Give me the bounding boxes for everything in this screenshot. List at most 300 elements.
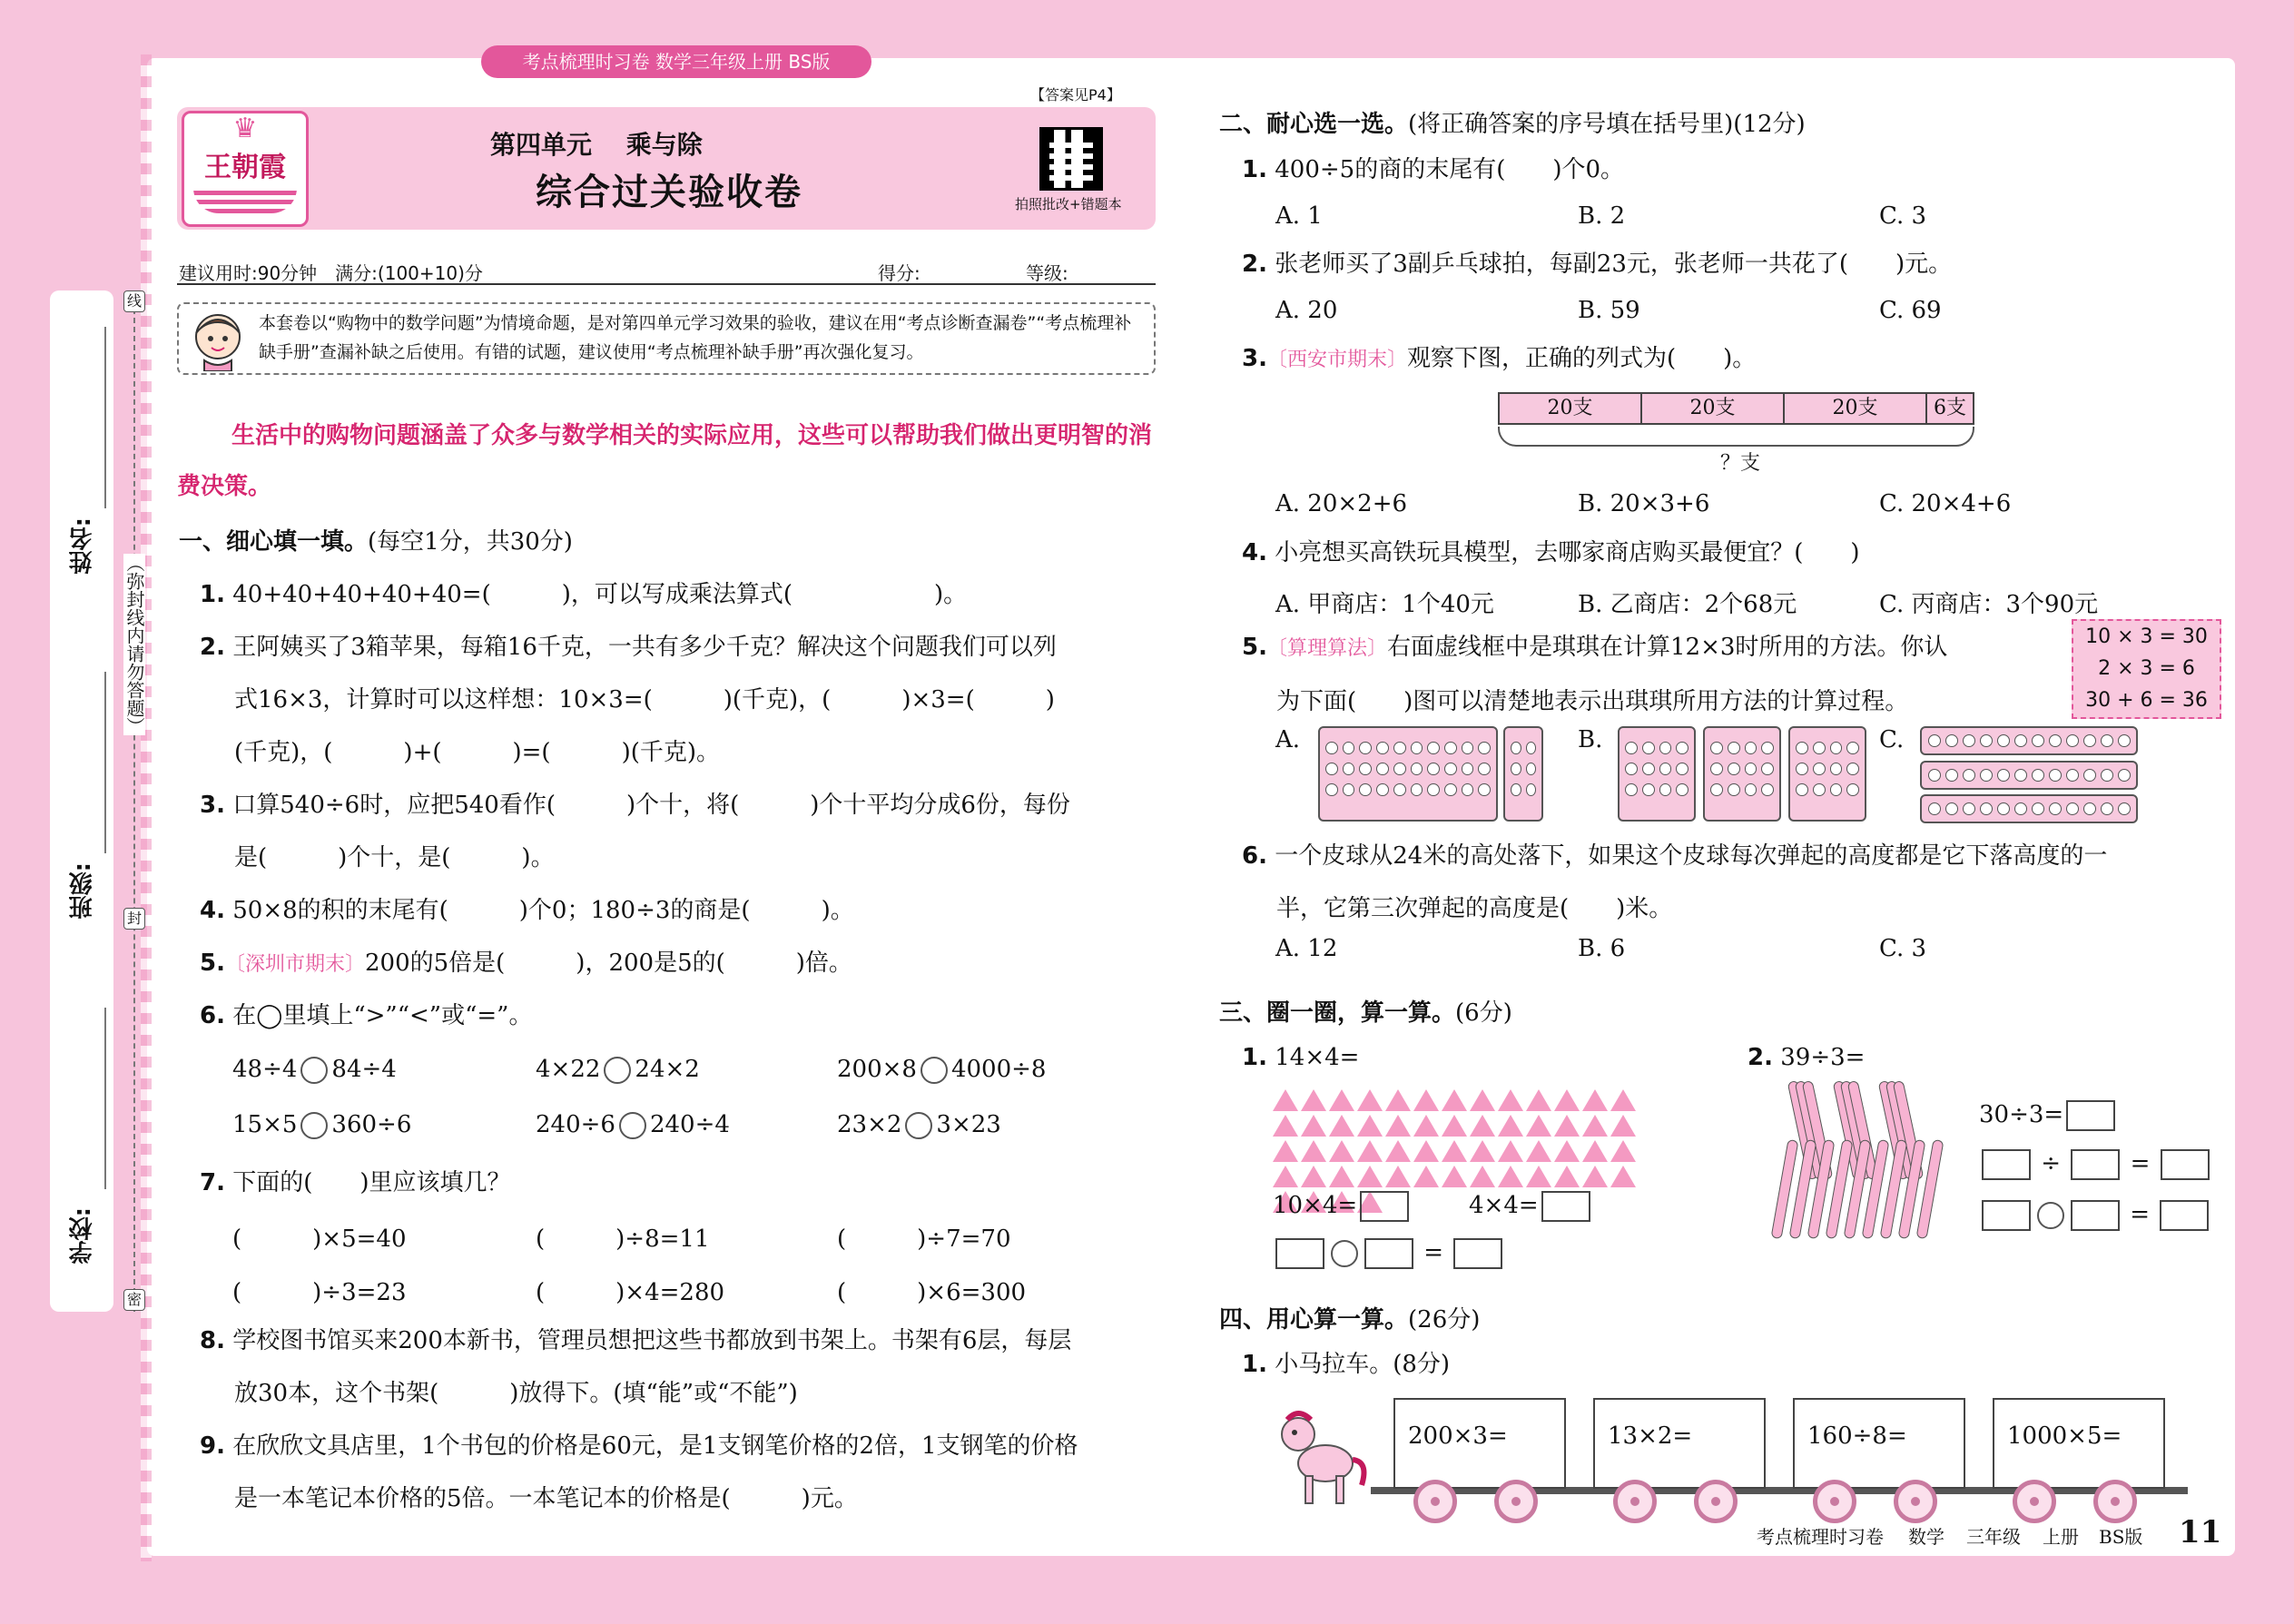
- triangle-icon: [1413, 1166, 1439, 1187]
- wheel-icon: [2093, 1480, 2137, 1523]
- wheel-icon: [1813, 1480, 1856, 1523]
- answer-box[interactable]: [2071, 1200, 2120, 1231]
- triangle-icon: [1442, 1166, 1467, 1187]
- dot: [1462, 742, 1474, 754]
- dot: [1511, 742, 1521, 754]
- dot: [1376, 763, 1389, 775]
- triangle-icon: [1301, 1115, 1326, 1137]
- dot: [1813, 742, 1826, 754]
- train-car[interactable]: 1000×5=: [1993, 1398, 2165, 1489]
- option-a[interactable]: A. 20×2+6: [1275, 490, 1408, 517]
- bar-diagram: [1498, 392, 1974, 425]
- dot: [1928, 734, 1941, 747]
- compare-circle[interactable]: [619, 1112, 646, 1139]
- answer-box[interactable]: [1982, 1200, 2031, 1231]
- dot: [2066, 769, 2079, 782]
- train-car[interactable]: 160÷8=: [1793, 1398, 1965, 1489]
- triangle-icon: [1442, 1140, 1467, 1162]
- triangle-icon: [1582, 1166, 1608, 1187]
- section-1-title: 一、细心填一填。(每空1分，共30分): [179, 528, 573, 556]
- dot: [1411, 783, 1423, 796]
- q3-2-step2[interactable]: ÷ =: [1979, 1149, 2212, 1180]
- compare-circle[interactable]: [300, 1057, 328, 1084]
- option-a[interactable]: A.: [1275, 726, 1301, 753]
- triangle-icon: [1329, 1166, 1354, 1187]
- option-c[interactable]: C. 丙商店：3个90元: [1879, 591, 2099, 618]
- dot: [2014, 769, 2027, 782]
- dot: [2049, 769, 2062, 782]
- dot-array-a-main: [1318, 726, 1498, 822]
- triangle-icon: [1385, 1115, 1411, 1137]
- dot: [2014, 734, 2027, 747]
- answer-box[interactable]: [2066, 1100, 2115, 1131]
- triangle-icon: [1526, 1115, 1551, 1137]
- q2-4: 4. 小亮想买高铁玩具模型，去哪家商店购买最便宜？( ): [1242, 539, 1860, 566]
- dot-row: [1511, 763, 1536, 775]
- dot: [1813, 783, 1826, 796]
- dot: [2049, 802, 2062, 815]
- q1-9[interactable]: 9. 在欣欣文具店里，1个书包的价格是60元，是1支钢笔价格的2倍，1支钢笔的价格 是一本笔记本价格的5倍。一本笔记本的价格是( )元。: [200, 1432, 1078, 1512]
- dot: [1625, 783, 1638, 796]
- option-c[interactable]: C.: [1879, 726, 1905, 753]
- dot: [1997, 734, 2010, 747]
- dot-row: [1511, 742, 1536, 754]
- triangle-icon: [1301, 1089, 1326, 1111]
- triangle-icon: [1554, 1140, 1580, 1162]
- dot: [1928, 802, 1941, 815]
- option-c[interactable]: C. 69: [1879, 297, 1942, 324]
- dot: [2066, 802, 2079, 815]
- lead-paragraph: 生活中的购物问题涵盖了众多与数学相关的实际应用，这些可以帮助我们做出更明智的消费决策。: [177, 422, 1153, 500]
- dot: [2032, 734, 2044, 747]
- answer-box[interactable]: [1982, 1149, 2031, 1180]
- dot: [1830, 783, 1843, 796]
- dot: [1526, 783, 1537, 796]
- dot-array-b: [1703, 726, 1781, 822]
- dot-array-b: [1618, 726, 1696, 822]
- name-blank: [104, 327, 106, 508]
- dot: [1511, 783, 1521, 796]
- q4-1: 1. 小马拉车。(8分): [1242, 1351, 1451, 1378]
- compare-item[interactable]: 15×5 360÷6: [232, 1111, 412, 1138]
- dot: [1796, 742, 1808, 754]
- triangle-icon: [1610, 1166, 1636, 1187]
- total-brace: [1498, 427, 1974, 447]
- answer-box[interactable]: [1541, 1191, 1590, 1222]
- dot: [1343, 763, 1355, 775]
- q1-4[interactable]: 4. 50×8的积的末尾有( )个0；180÷3的商是( )。: [200, 897, 854, 924]
- dot: [2101, 769, 2113, 782]
- dot: [1325, 742, 1338, 754]
- compare-circle[interactable]: [300, 1112, 328, 1139]
- footer-subject: 数学: [1908, 1526, 1944, 1548]
- section-2-title: 二、耐心选一选。(将正确答案的序号填在括号里)(12分): [1219, 111, 1806, 138]
- compare-item[interactable]: 200×8 4000÷8: [837, 1056, 1047, 1083]
- school-field[interactable]: 学校:: [68, 1207, 96, 1265]
- triangle-icon: [1582, 1140, 1608, 1162]
- wavy-border: [141, 54, 152, 1561]
- intro-text: 本套卷以“购物中的数学问题”为情境命题，是对第四单元学习效果的验收，建议在用“考点诊断查漏卷”“考点梳理补缺手册”查漏补缺之后使用。有错的试题，建议使用“考点梳理补缺手册”再次强化复习。: [259, 313, 1132, 362]
- answer-box[interactable]: [2160, 1200, 2209, 1231]
- dot: [1642, 742, 1655, 754]
- dot: [2101, 802, 2113, 815]
- dot: [1625, 763, 1638, 775]
- dot: [1444, 783, 1457, 796]
- triangle-icon: [1470, 1140, 1495, 1162]
- dot: [1478, 742, 1491, 754]
- dot-row: [1710, 742, 1774, 754]
- series-ribbon: 考点梳理时习卷 数学三年级上册 BS版: [481, 45, 871, 78]
- option-a[interactable]: A. 1: [1275, 202, 1323, 230]
- fill-item[interactable]: ( )×6=300: [837, 1279, 1027, 1306]
- logo-stripes: [193, 188, 297, 213]
- dot: [1963, 802, 1975, 815]
- triangle-icon: [1526, 1166, 1551, 1187]
- bar-segment: 6支: [1927, 394, 1973, 423]
- answer-reference: 【答案见P4】: [1030, 86, 1121, 103]
- dot: [1963, 734, 1975, 747]
- dot-array-c: [1920, 761, 2138, 790]
- dot: [2032, 769, 2044, 782]
- dot-row: [1796, 783, 1859, 796]
- q1-6: 6. 在◯里填上“>”“<”或“=”。: [200, 1002, 533, 1029]
- dot: [1945, 734, 1958, 747]
- dot: [1478, 783, 1491, 796]
- q2-5: 5.〔算理算法〕右面虚线框中是琪琪在计算12×3时所用的方法。你认 为下面( )图可以清楚地表示出琪琪所用方法的计算过程。: [1242, 634, 1948, 715]
- q1-1[interactable]: 1. 40+40+40+40+40=( )，可以写成乘法算式( )。: [200, 581, 968, 608]
- dot: [2049, 734, 2062, 747]
- class-field[interactable]: 班级:: [68, 862, 96, 920]
- answer-box[interactable]: [2071, 1149, 2120, 1180]
- q3-1-step2[interactable]: 4×4=: [1469, 1191, 1593, 1222]
- triangle-icon: [1470, 1089, 1495, 1111]
- dot: [1963, 769, 1975, 782]
- dot: [1728, 763, 1740, 775]
- dot: [1393, 763, 1406, 775]
- triangle-icon: [1357, 1115, 1383, 1137]
- seal-line: [133, 290, 135, 1312]
- dot: [1359, 783, 1372, 796]
- seal-mark-top: 线: [123, 290, 145, 312]
- dot-array-a-side: [1503, 726, 1543, 822]
- dot: [1796, 783, 1808, 796]
- dot: [1761, 783, 1774, 796]
- fill-item[interactable]: ( )×5=40: [232, 1225, 407, 1253]
- crown-icon: ♛: [232, 113, 258, 144]
- dot-row: [1796, 763, 1859, 775]
- q2-6: 6. 一个皮球从24米的高处落下，如果这个皮球每次弹起的高度都是它下落高度的一 半，它第三次弹起的高度是( )米。: [1242, 842, 2108, 922]
- dot-row: [1625, 763, 1689, 775]
- dot: [1761, 763, 1774, 775]
- girl-avatar-icon: [186, 306, 250, 371]
- name-field[interactable]: 姓名:: [68, 517, 96, 575]
- dot: [1659, 763, 1672, 775]
- compare-circle[interactable]: [604, 1057, 631, 1084]
- q1-2[interactable]: 2. 王阿姨买了3箱苹果，每箱16千克，一共有多少千克？解决这个问题我们可以列 式16×3，计算时可以这样想：10×3=( )(千克)，( )×3=( ) (千克)，( )+( )=( )(千克)。: [200, 634, 1057, 766]
- score-blank[interactable]: [921, 267, 1002, 285]
- triangle-icon: [1554, 1089, 1580, 1111]
- wheel-icon: [1694, 1480, 1738, 1523]
- answer-box[interactable]: [1453, 1238, 1502, 1269]
- dot: [1830, 742, 1843, 754]
- dot: [1945, 802, 1958, 815]
- dot-row: [1325, 783, 1491, 796]
- dot: [1846, 742, 1859, 754]
- option-a[interactable]: A. 12: [1275, 935, 1338, 962]
- q2-1: 1. 400÷5的商的末尾有( )个0。: [1242, 156, 1625, 183]
- dot: [1980, 734, 1993, 747]
- dot-row: [1927, 734, 2131, 747]
- dot: [1710, 763, 1723, 775]
- triangle-icon: [1357, 1089, 1383, 1111]
- dot-row: [1625, 783, 1689, 796]
- dot: [1728, 783, 1740, 796]
- stick-bundles-icon[interactable]: [1779, 1080, 1961, 1244]
- operator-circle[interactable]: [1331, 1240, 1358, 1267]
- option-c[interactable]: C. 20×4+6: [1879, 490, 2012, 517]
- dot: [2066, 734, 2079, 747]
- dot-row: [1927, 769, 2131, 782]
- operator-circle[interactable]: [2037, 1202, 2064, 1229]
- dot: [1745, 742, 1757, 754]
- triangle-icon: [1582, 1115, 1608, 1137]
- triangle-icon: [1498, 1140, 1523, 1162]
- dot: [1359, 742, 1372, 754]
- class-blank: [104, 672, 106, 853]
- dot: [1325, 763, 1338, 775]
- option-b[interactable]: B. 2: [1578, 202, 1626, 230]
- option-a[interactable]: A. 甲商店：1个40元: [1275, 591, 1494, 618]
- dot: [1928, 769, 1941, 782]
- triangle-icon: [1329, 1140, 1354, 1162]
- horse-train: [1271, 1389, 2197, 1525]
- dot: [1511, 763, 1521, 775]
- dot: [1376, 783, 1389, 796]
- method-box: 10 × 3 = 30 2 × 3 = 6 30 + 6 = 36: [2072, 619, 2221, 719]
- footer-edition: BS版: [2099, 1526, 2143, 1548]
- compare-circle[interactable]: [905, 1112, 932, 1139]
- dot-array-b: [1788, 726, 1866, 822]
- dot: [1359, 763, 1372, 775]
- grade-blank[interactable]: [1068, 267, 1150, 285]
- dot: [1846, 763, 1859, 775]
- answer-box[interactable]: [2161, 1149, 2210, 1180]
- triangle-icon: [1498, 1166, 1523, 1187]
- option-b[interactable]: B. 59: [1578, 297, 1640, 324]
- triangle-icon: [1554, 1115, 1580, 1137]
- qr-caption: 拍照批改+错题本: [1015, 196, 1122, 212]
- bar-segment: 20支: [1500, 394, 1642, 423]
- q2-2: 2. 张老师买了3副乒乓球拍，每副23元，张老师一共花了( )元。: [1242, 251, 1953, 278]
- school-blank: [104, 1008, 106, 1189]
- compare-item[interactable]: 48÷4 84÷4: [232, 1056, 397, 1083]
- answer-box[interactable]: [1360, 1191, 1409, 1222]
- dot: [1427, 742, 1440, 754]
- dot: [2118, 734, 2131, 747]
- seal-note: （弥封线内请勿答题）: [123, 554, 145, 735]
- dot-row: [1710, 783, 1774, 796]
- triangle-icon: [1329, 1115, 1354, 1137]
- q3-2-step1[interactable]: 30÷3=: [1979, 1100, 2118, 1131]
- dot: [1796, 763, 1808, 775]
- dot: [1761, 742, 1774, 754]
- qr-code-icon[interactable]: [1039, 127, 1103, 191]
- dot-row: [1511, 783, 1536, 796]
- compare-item[interactable]: 240÷6 240÷4: [536, 1111, 730, 1138]
- triangle-icon: [1442, 1089, 1467, 1111]
- dot: [2083, 769, 2096, 782]
- compare-item[interactable]: 4×22 24×2: [536, 1056, 700, 1083]
- dot: [1830, 763, 1843, 775]
- footer-volume: 上册: [2043, 1526, 2079, 1548]
- dot: [1427, 783, 1440, 796]
- dot: [1625, 742, 1638, 754]
- dot: [1659, 742, 1672, 754]
- score-field[interactable]: 得分:: [878, 259, 1002, 285]
- triangle-icon: [1329, 1089, 1354, 1111]
- option-b[interactable]: B. 20×3+6: [1578, 490, 1710, 517]
- dot: [2032, 802, 2044, 815]
- triangle-icon: [1273, 1140, 1298, 1162]
- dot-row: [1927, 802, 2131, 815]
- q3-1: 1. 14×4=: [1242, 1044, 1360, 1071]
- dot: [1393, 742, 1406, 754]
- header-divider: [177, 283, 1156, 285]
- dot: [1376, 742, 1389, 754]
- q1-7: 7. 下面的( )里应该填几？: [200, 1169, 511, 1196]
- option-b[interactable]: B.: [1578, 726, 1603, 753]
- option-c[interactable]: C. 3: [1879, 202, 1927, 230]
- train-car[interactable]: 13×2=: [1593, 1398, 1766, 1489]
- q2-3: 3.〔西安市期末〕观察下图，正确的列式为( )。: [1242, 345, 1757, 372]
- dot: [1325, 783, 1338, 796]
- dot: [1462, 763, 1474, 775]
- fill-item[interactable]: ( )×4=280: [536, 1279, 725, 1306]
- wheel-icon: [2013, 1480, 2056, 1523]
- triangle-icon: [1301, 1140, 1326, 1162]
- option-b[interactable]: B. 6: [1578, 935, 1626, 962]
- q3-2-step3[interactable]: =: [1979, 1200, 2211, 1231]
- wheel-icon: [1894, 1480, 1937, 1523]
- dot: [1411, 742, 1423, 754]
- dot: [1997, 769, 2010, 782]
- seal-mark-bottom: 密: [123, 1289, 145, 1311]
- dot: [2101, 734, 2113, 747]
- triangle-icon: [1498, 1115, 1523, 1137]
- triangle-icon: [1273, 1166, 1298, 1187]
- pony-icon: [1271, 1407, 1371, 1516]
- triangle-icon: [1273, 1089, 1298, 1111]
- dot: [1444, 763, 1457, 775]
- grade-field[interactable]: 等级:: [1026, 259, 1150, 285]
- seal-mark-mid: 封: [123, 908, 145, 930]
- q1-8[interactable]: 8. 学校图书馆买来200本新书，管理员想把这些书都放到书架上。书架有6层，每层 放30本，这个书架( )放得下。(填“能”或“不能”): [200, 1327, 1072, 1407]
- dot: [1745, 783, 1757, 796]
- q1-3[interactable]: 3. 口算540÷6时，应把540看作( )个十，将( )个十平均分成6份，每份 是( )个十，是( )。: [200, 792, 1070, 871]
- triangle-icon: [1526, 1089, 1551, 1111]
- dot: [1393, 783, 1406, 796]
- triangle-icon: [1610, 1089, 1636, 1111]
- triangle-icon: [1610, 1115, 1636, 1137]
- dot: [1813, 763, 1826, 775]
- triangle-icon: [1385, 1089, 1411, 1111]
- triangle-icon: [1301, 1166, 1326, 1187]
- triangle-icon: [1442, 1115, 1467, 1137]
- q3-1-step1[interactable]: 10×4=: [1273, 1191, 1412, 1222]
- section-3-title: 三、圈一圈，算一算。(6分): [1219, 999, 1512, 1027]
- dot-array-c: [1920, 726, 2138, 755]
- dot: [1343, 742, 1355, 754]
- dot: [1846, 783, 1859, 796]
- q1-5[interactable]: 5.〔深圳市期末〕200的5倍是( )，200是5的( )倍。: [200, 950, 852, 977]
- triangle-icon: [1582, 1089, 1608, 1111]
- dot-row: [1325, 742, 1491, 754]
- wheel-icon: [1613, 1480, 1657, 1523]
- dot: [1444, 742, 1457, 754]
- dot: [1676, 742, 1689, 754]
- dot: [1659, 783, 1672, 796]
- brand-logo: ♛ 王朝霞: [182, 111, 309, 227]
- train-car[interactable]: 200×3=: [1393, 1398, 1566, 1489]
- compare-circle[interactable]: [921, 1057, 948, 1084]
- dot-row: [1710, 763, 1774, 775]
- fill-item[interactable]: ( )÷8=11: [536, 1225, 710, 1253]
- total-label: ？支: [1720, 452, 1761, 475]
- dot: [1728, 742, 1740, 754]
- triangle-icon: [1470, 1166, 1495, 1187]
- triangle-icon: [1498, 1089, 1523, 1111]
- dot: [2118, 769, 2131, 782]
- answer-box[interactable]: [1275, 1238, 1324, 1269]
- dot: [1945, 769, 1958, 782]
- dot: [1980, 802, 1993, 815]
- q3-1-step3[interactable]: =: [1273, 1238, 1505, 1269]
- fill-item[interactable]: ( )÷3=23: [232, 1279, 407, 1306]
- dot: [1676, 783, 1689, 796]
- answer-box[interactable]: [1364, 1238, 1413, 1269]
- dot: [1478, 763, 1491, 775]
- bar-segment: 20支: [1785, 394, 1927, 423]
- dot: [1745, 763, 1757, 775]
- compare-item[interactable]: 23×2 3×23: [837, 1111, 1001, 1138]
- option-a[interactable]: A. 20: [1275, 297, 1338, 324]
- dot: [2014, 802, 2027, 815]
- triangle-icon: [1413, 1140, 1439, 1162]
- dot: [1462, 783, 1474, 796]
- dot: [1642, 763, 1655, 775]
- triangle-icon: [1385, 1140, 1411, 1162]
- dot: [2083, 802, 2096, 815]
- dot-row: [1625, 742, 1689, 754]
- dot: [1427, 763, 1440, 775]
- triangle-icon: [1470, 1115, 1495, 1137]
- time-score-info: 建议用时:90分钟 满分:(100+10)分: [179, 262, 483, 284]
- dot: [1710, 783, 1723, 796]
- triangle-icon: [1357, 1140, 1383, 1162]
- page-title: 综合过关验收卷: [536, 172, 802, 213]
- option-c[interactable]: C. 3: [1879, 935, 1927, 962]
- triangle-icon: [1610, 1140, 1636, 1162]
- option-b[interactable]: B. 乙商店：2个68元: [1578, 591, 1797, 618]
- dot: [1676, 763, 1689, 775]
- dot: [1343, 783, 1355, 796]
- footer-series: 考点梳理时习卷: [1757, 1526, 1884, 1548]
- footer-grade: 三年级: [1966, 1526, 2021, 1548]
- fill-item[interactable]: ( )÷7=70: [837, 1225, 1011, 1253]
- triangle-icon: [1526, 1140, 1551, 1162]
- triangle-icon: [1273, 1115, 1298, 1137]
- dot: [1411, 763, 1423, 775]
